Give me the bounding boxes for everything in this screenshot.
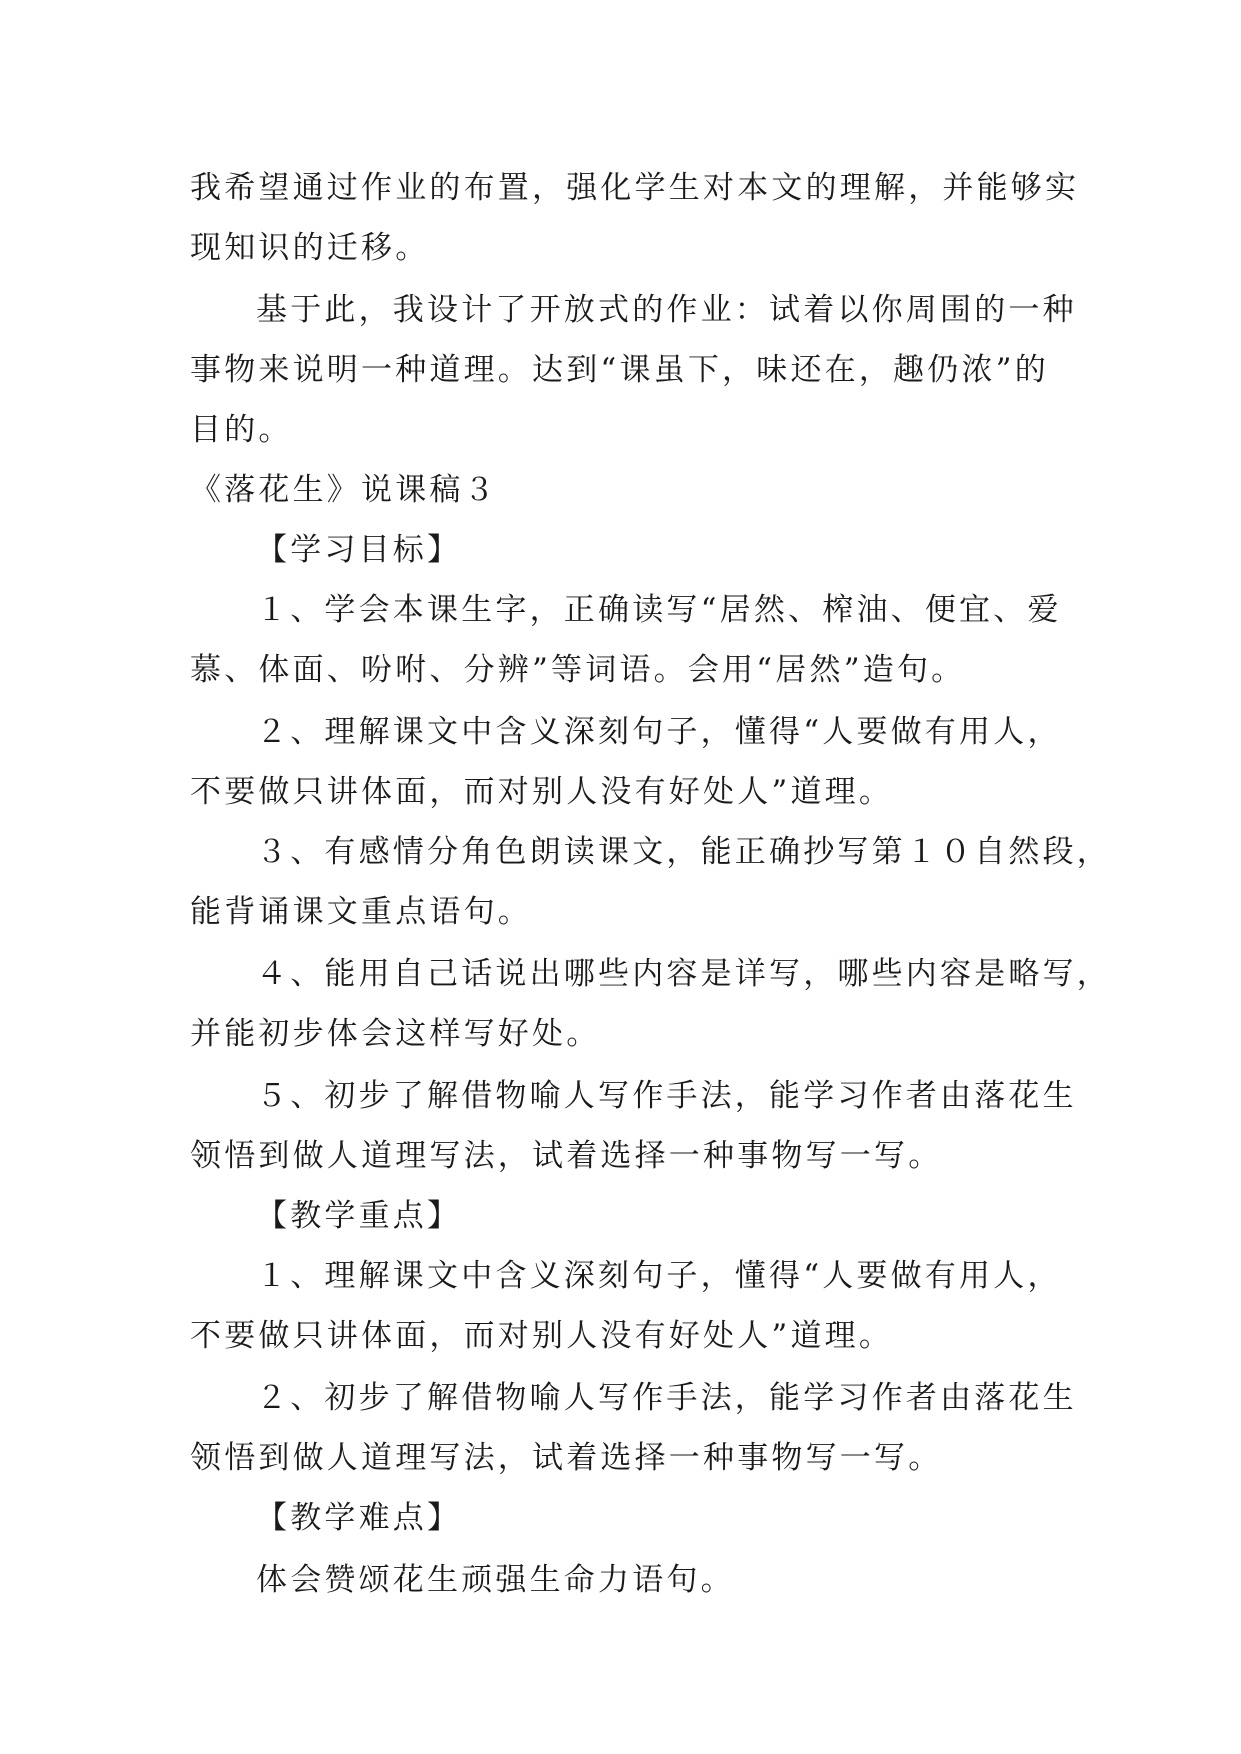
document-title: 《落花生》说课稿３ [190,472,498,508]
paragraph-line: 现知识的迁移。 [190,230,430,266]
paragraph-line: 目的。 [190,412,293,448]
paragraph-line: 领悟到做人道理写法，试着选择一种事物写一写。 [190,1138,943,1174]
paragraph-line: 体会赞颂花生顽强生命力语句。 [256,1562,735,1598]
paragraph-line: １、理解课文中含义深刻句子，懂得“人要做有用人， [256,1258,1062,1294]
paragraph-line: １、学会本课生字，正确读写“居然、榨油、便宜、爱 [256,592,1062,628]
paragraph-line: 事物来说明一种道理。达到“课虽下，味还在，趣仍浓”的 [190,352,1049,388]
paragraph-line: ３、有感情分角色朗读课文，能正确抄写第１０自然段， [256,834,1111,870]
paragraph-line: ２、初步了解借物喻人写作手法，能学习作者由落花生 [256,1380,1077,1416]
paragraph-line: 基于此，我设计了开放式的作业：试着以你周围的一种 [256,292,1077,328]
section-heading-teaching-focus: 【教学重点】 [256,1198,462,1234]
paragraph-line: 领悟到做人道理写法，试着选择一种事物写一写。 [190,1440,943,1476]
paragraph-line: ５、初步了解借物喻人写作手法，能学习作者由落花生 [256,1078,1077,1114]
paragraph-line: 能背诵课文重点语句。 [190,894,532,930]
paragraph-line: 不要做只讲体面，而对别人没有好处人”道理。 [190,1318,894,1354]
paragraph-line: 慕、体面、吩咐、分辨”等词语。会用“居然”造句。 [190,652,966,688]
paragraph-line: ４、能用自己话说出哪些内容是详写，哪些内容是略写， [256,956,1111,992]
paragraph-line: 不要做只讲体面，而对别人没有好处人”道理。 [190,774,894,810]
section-heading-teaching-difficulty: 【教学难点】 [256,1500,462,1536]
paragraph-line: ２、理解课文中含义深刻句子，懂得“人要做有用人， [256,714,1062,750]
section-heading-learning-goals: 【学习目标】 [256,532,462,568]
paragraph-line: 并能初步体会这样写好处。 [190,1016,601,1052]
paragraph-line: 我希望通过作业的布置，强化学生对本文的理解，并能够实 [190,170,1080,206]
